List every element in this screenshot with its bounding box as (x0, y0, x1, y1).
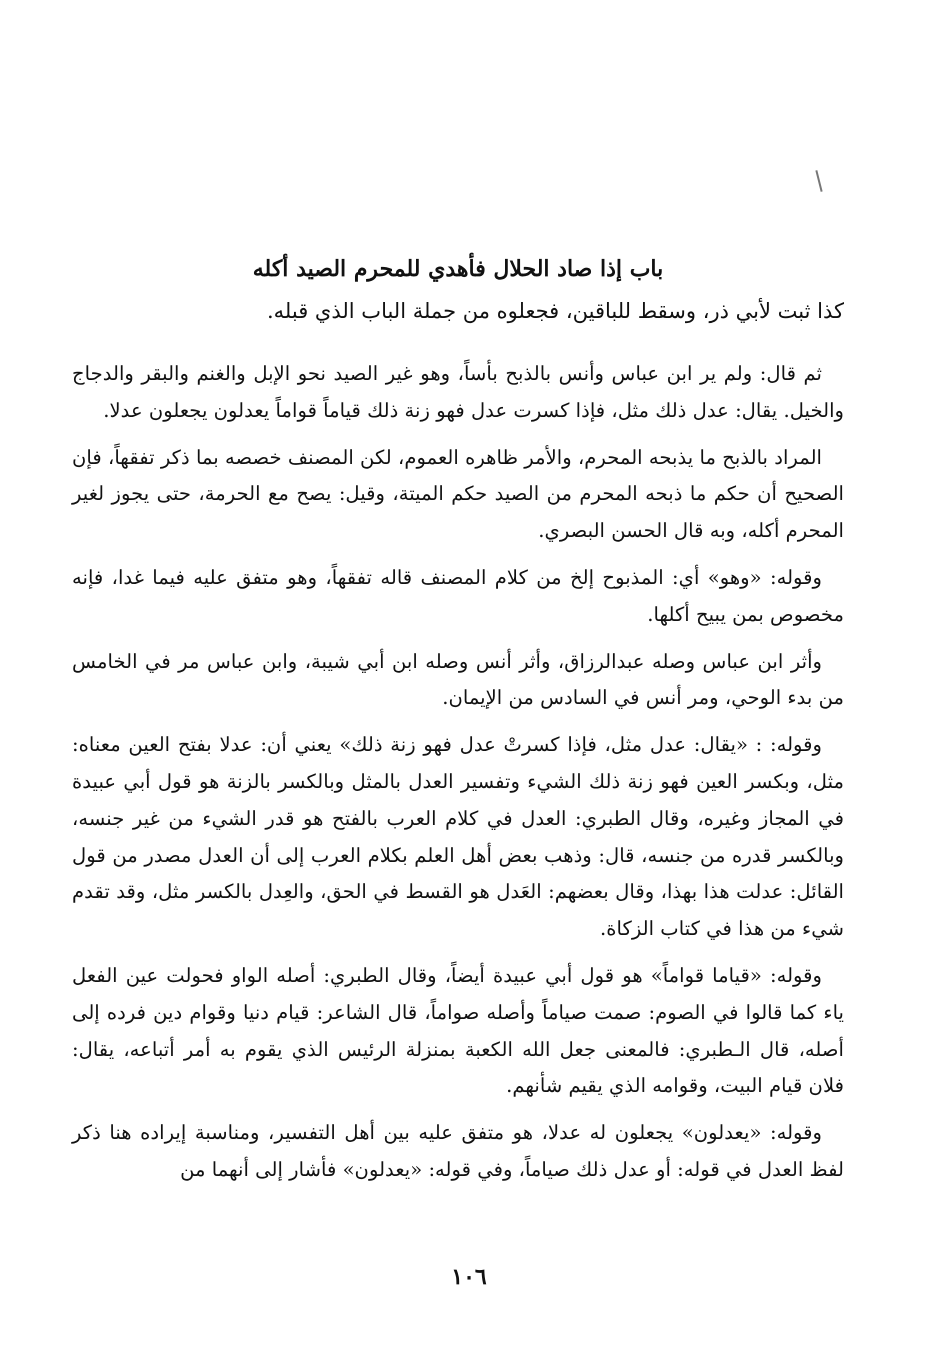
paragraph: وقوله: : «يقال: عدل مثل، فإذا كسرتْ عدل فهو زنة ذلك» يعني أن: عدلا بفتح العين معناه: مثل، وبكسر العين فهو زنة ذلك الشيء وتفسير العدل بالمثل وبالكسر بالزنة هو قول أبي عبيدة في المجاز وغيره، وقال الطبري: العدل في كلام العرب بالفتح هو قدر الشيء من غير جنسه، وبالكسر قدره من جنسه، قال: وذهب بعض أهل العلم بكلام العرب إلى أن العدل مصدر من قول القائل: عدلت هذا بهذا، وقال بعضهم: العَدل هو القسط في الحق، والعِدل بالكسر مثل، وقد تقدم شيء من هذا في كتاب الزكاة. (72, 733, 844, 941)
paragraph: وأثر ابن عباس وصله عبدالرزاق، وأثر أنس وصله ابن أبي شيبة، وابن عباس مر في الخامس من بدء الوحي، ومر أنس في السادس من الإيمان. (72, 649, 844, 710)
body-text (72, 356, 844, 1199)
chapter-subheading: كذا ثبت لأبي ذر، وسقط للباقين، فجعلوه من جملة الباب الذي قبله. (267, 299, 844, 323)
scan-mark (815, 170, 822, 192)
paragraph: وقوله: «وهو» أي: المذبوح إلخ من كلام المصنف قاله تفقهاً، وهو متفق عليه فيما غدا، فإنه مخصوص بمن يبيح أكلها. (72, 565, 844, 626)
paragraph: ثم قال: ولم ير ابن عباس وأنس بالذبح بأساً، وهو غير الصيد نحو الإبل والغنم والبقر والدجاج والخيل. يقال: عدل ذلك مثل، فإذا كسرت عدل فهو زنة ذلك قياماً قواماً يعدلون يجعلون عدلا. (72, 362, 844, 422)
page-number: ١٠٦ (451, 1264, 487, 1290)
paragraph: وقوله: «قياما قواماً» هو قول أبي عبيدة أيضاً، وقال الطبري: أصله الواو فحولت عين الفعل ياء كما قالوا في الصوم: صمت صياماً وأصله صواماً، قال الشاعر: قيام دنيا وقوام دين فرده إلى أصله، قال الـطبري: فالمعنى جعل الله الكعبة بمنزلة الرئيس الذي يقوم به أمر أتباعه، يقال: فلان قيام البيت، وقوامه الذي يقيم شأنهم. (72, 963, 844, 1098)
paragraph: المراد بالذبح ما يذبحه المحرم، والأمر ظاهره العموم، لكن المصنف خصصه بما ذكر تفقهاً، فإن الصحيح أن حكم ما ذبحه المحرم من الصيد حكم الميتة، وقيل: يصح مع الحرمة، حتى يجوز لغير المحرم أكله، وبه قال الحسن البصري. (72, 445, 844, 543)
paragraph: وقوله: «يعدلون» يجعلون له عدلا، هو متفق عليه بين أهل التفسير، ومناسبة إيراده هنا ذكر لفظ العدل في قوله: أو عدل ذلك صياماً، وفي قوله: «يعدلون» فأشار إلى أنهما من (72, 1121, 844, 1181)
chapter-heading: باب إذا صاد الحلال فأهدي للمحرم الصيد أكله (252, 256, 664, 282)
